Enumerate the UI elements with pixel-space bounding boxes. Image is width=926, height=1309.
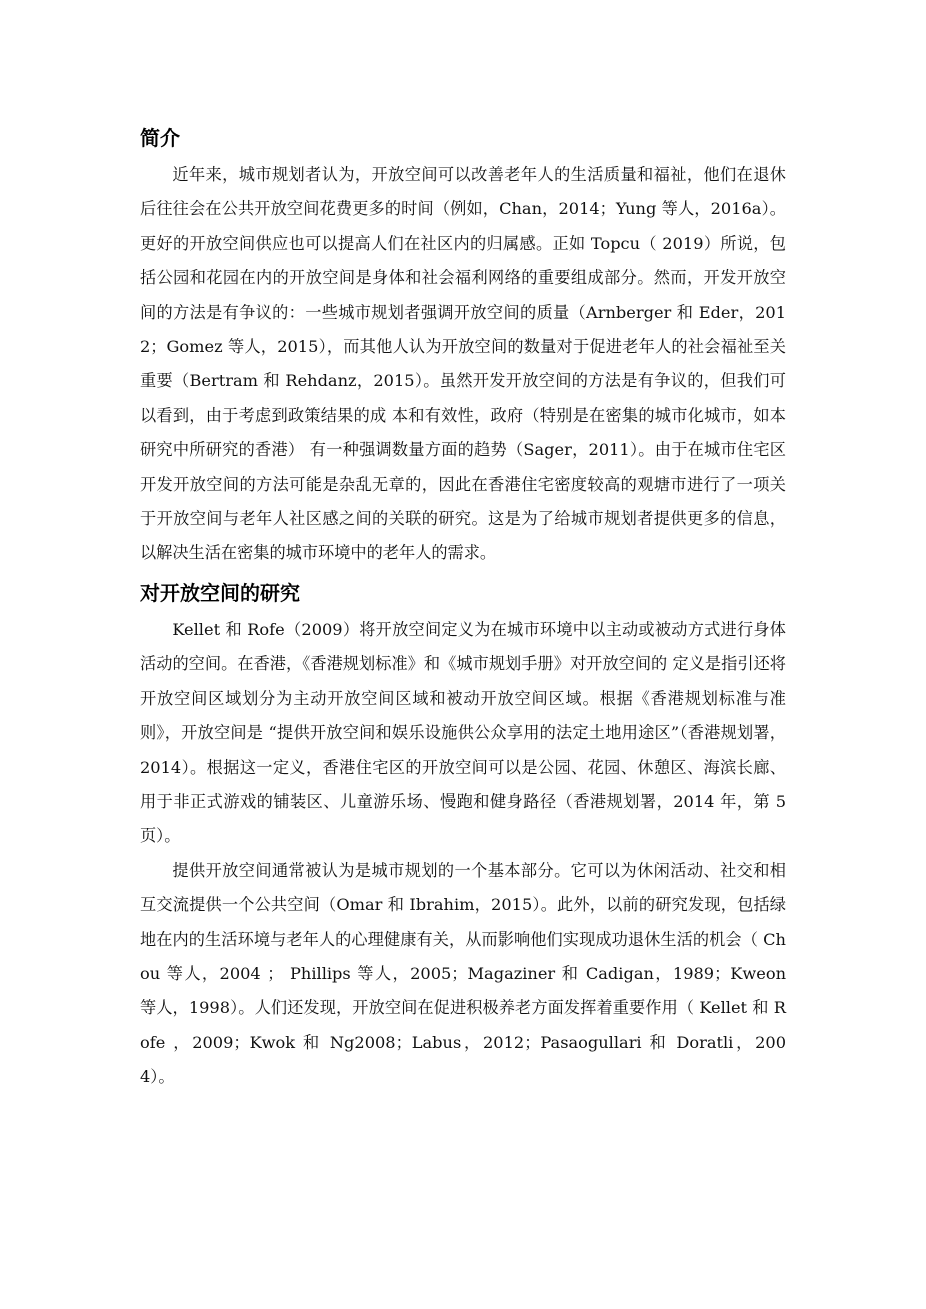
intro-paragraph: 近年来，城市规划者认为，开放空间可以改善老年人的生活质量和福祉，他们在退休后往往会在公共开放空间花费更多的时间（例如，Chan，2014；Yung 等人，2016a）。更好的开放空间供应也可以提高人们在社区内的归属感。正如 Topcu（ 2019）所说，包括公园和花园在内的开放空间是身体和社会福利网络的重要组成部分。然而，开发开放空间的方法是有争议的：一些城市规划者强调开放空间的质量（Arnberger 和 Eder，2012；Gomez 等人，2015），而其他人认为开放空间的数量对于促进老年人的社会福祉至关重要（Bertram 和 Rehdanz，2015）。虽然开发开放空间的方法是有争议的，但我们可以看到，由于考虑到政策结果的成 本和有效性，政府（特别是在密集的城市化城市，如本研究中所研究的香港） 有一种强调数量方面的趋势（Sager，2011）。由于在城市住宅区开发开放空间的方法可能是杂乱无章的，因此在香港住宅密度较高的观塘市进行了一项关于开放空间与老年人社区感之间的关联的研究。这是为了给城市规划者提供更多的信息，以解决生活在密集的城市环境中的老年人的需求。: [140, 165, 786, 563]
document-page: [140, 118, 786, 1095]
open-space-definition-paragraph: Kellet 和 Rofe（2009）将开放空间定义为在城市环境中以主动或被动方式进行身体活动的空间。在香港，《香港规划标准》和《城市规划手册》对开放空间的 定义是指引还将开放空间区域划分为主动开放空间区域和被动开放空间区域。根据《香港规划标准与准则》，开放空间是 “提供开放空间和娱乐设施供公众享用的法定土地用途区”（香港规划署，2014）。根据这一定义，香港住宅区的开放空间可以是公园、花园、休憩区、海滨长廊、用于非正式游戏的铺装区、儿童游乐场、慢跑和健身路径（香港规划署，2014 年，第 5 页）。: [140, 619, 786, 846]
section-heading-intro: 简介: [140, 126, 180, 150]
open-space-provision-paragraph: 提供开放空间通常被认为是城市规划的一个基本部分。它可以为休闲活动、社交和相互交流提供一个公共空间（Omar 和 Ibrahim，2015）。此外，以前的研究发现，包括绿地在内的生活环境与老年人的心理健康有关，从而影响他们实现成功退休生活的机会（ Chou 等人，2004 ； Phillips 等人，2005；Magaziner 和 Cadigan，1989；Kweon 等人，1998）。人们还发现，开放空间在促进积极养老方面发挥着重要作用（ Kellet 和 Rofe ，2009；Kwok 和 Ng2008；Labus，2012；Pasaogullari 和 Doratli，2004）。: [140, 860, 786, 1087]
section-heading-open-space-research: 对开放空间的研究: [140, 580, 300, 605]
